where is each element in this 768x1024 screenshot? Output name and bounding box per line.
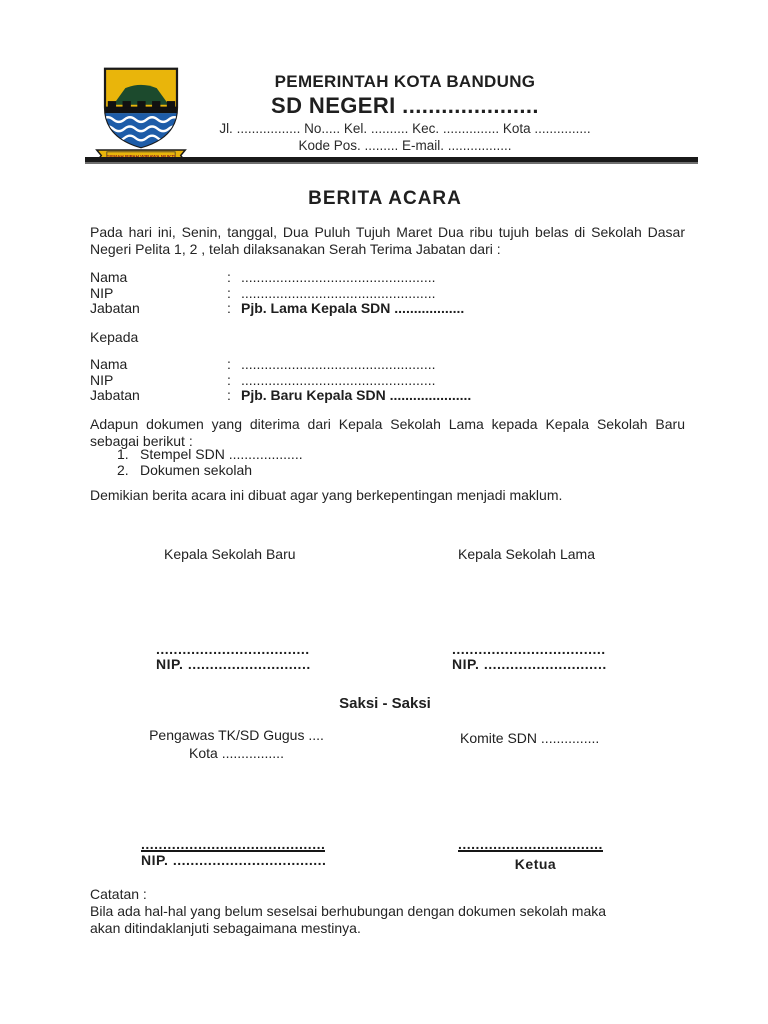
field-label: Jabatan	[90, 300, 140, 316]
dotted-underline: .................................	[458, 836, 603, 852]
witness-left-line1: Pengawas TK/SD Gugus ....	[149, 727, 324, 743]
field-row-nama	[90, 270, 700, 286]
field-colon: :	[227, 284, 231, 301]
field-colon: :	[227, 387, 231, 403]
address-line-1: Jl. ................. No..... Kel. .......... Kec. ............... Kota ...............	[219, 121, 591, 136]
field-row-jabatan	[90, 301, 700, 317]
field-value-jabatan-lama: Pjb. Lama Kepala SDN ..................	[241, 300, 465, 316]
notes-label: Catatan :	[90, 886, 147, 902]
field-label: Jabatan	[90, 387, 140, 403]
signature-line-left: ...................................	[156, 641, 310, 657]
field-colon: :	[227, 300, 231, 316]
field-row-nip	[90, 373, 700, 389]
witness-left-line2: Kota ................	[189, 744, 284, 761]
witnesses-title: Saksi - Saksi	[339, 695, 431, 712]
field-value: ..................................................	[241, 284, 436, 301]
field-colon: :	[227, 269, 231, 285]
signature-nip-left: NIP. ............................	[156, 656, 311, 672]
government-name: PEMERINTAH KOTA BANDUNG	[274, 72, 536, 91]
list-item-text: Stempel SDN ...................	[140, 446, 303, 462]
field-label: Nama	[90, 269, 128, 285]
witness-sign-nip-left: NIP. ...................................	[141, 852, 327, 868]
field-value: ..................................................	[241, 371, 436, 388]
dotted-underline: ..........................................	[141, 836, 326, 852]
letterhead	[110, 72, 700, 153]
signature-nip-right: NIP. ............................	[452, 656, 607, 672]
list-item	[117, 463, 677, 479]
documents-list	[117, 447, 677, 478]
ketua-label: Ketua	[514, 856, 557, 872]
kepada-label: Kepada	[90, 329, 139, 345]
field-row-jabatan	[90, 388, 700, 404]
field-colon: :	[227, 356, 231, 372]
list-item	[117, 447, 677, 463]
field-value: ..................................................	[241, 356, 436, 372]
city-motto-text: GEMAH RIPAH WIBAWA MUKTI	[106, 153, 176, 159]
document-title: BERITA ACARA	[308, 188, 462, 209]
field-colon: :	[227, 371, 231, 388]
notes-text	[90, 903, 710, 937]
notes-line-2: akan ditindaklanjuti sebagaimana mestinya.	[90, 920, 361, 936]
field-label: NIP	[90, 371, 114, 388]
witness-sign-right	[458, 836, 613, 872]
signature-title-right: Kepala Sekolah Lama	[458, 546, 595, 562]
documents-intro: Adapun dokumen yang diterima dari Kepala Sekolah Lama kepada Kepala Sekolah Baru sebagai berikut :	[90, 416, 685, 449]
list-item-text: Dokumen sekolah	[140, 461, 253, 478]
field-value: ..................................................	[241, 269, 436, 285]
from-official-fields	[90, 270, 700, 317]
field-row-nama	[90, 357, 700, 373]
field-row-nip	[90, 286, 700, 302]
witness-left-titles	[124, 727, 349, 762]
school-name: SD NEGERI .....................	[271, 93, 539, 118]
list-item-number: 2.	[117, 461, 129, 478]
list-item-number: 1.	[117, 446, 129, 462]
intro-paragraph: Pada hari ini, Senin, tanggal, Dua Puluh Tujuh Maret Dua ribu tujuh belas di Sekolah Dasar Negeri Pelita 1, 2 , telah dilaksanakan Serah Terima Jabatan dari :	[90, 224, 685, 257]
notes-line-1: Bila ada hal-hal yang belum seselsai berhubungan dengan dokumen sekolah maka	[90, 903, 607, 919]
witness-right-title: Komite SDN ...............	[460, 730, 600, 746]
to-official-fields	[90, 357, 700, 404]
field-value-jabatan-baru: Pjb. Baru Kepala SDN .....................	[241, 387, 472, 403]
closing-statement: Demikian berita acara ini dibuat agar yang berkepentingan menjadi maklum.	[90, 487, 563, 503]
witness-sign-line-left	[141, 836, 325, 852]
field-label: Nama	[90, 356, 128, 372]
signature-line-right: ...................................	[452, 641, 606, 657]
field-label: NIP	[90, 284, 114, 301]
letterhead-divider	[85, 157, 698, 164]
address-line-2: Kode Pos. ......... E-mail. .................	[298, 138, 512, 153]
signature-title-left: Kepala Sekolah Baru	[164, 546, 296, 562]
